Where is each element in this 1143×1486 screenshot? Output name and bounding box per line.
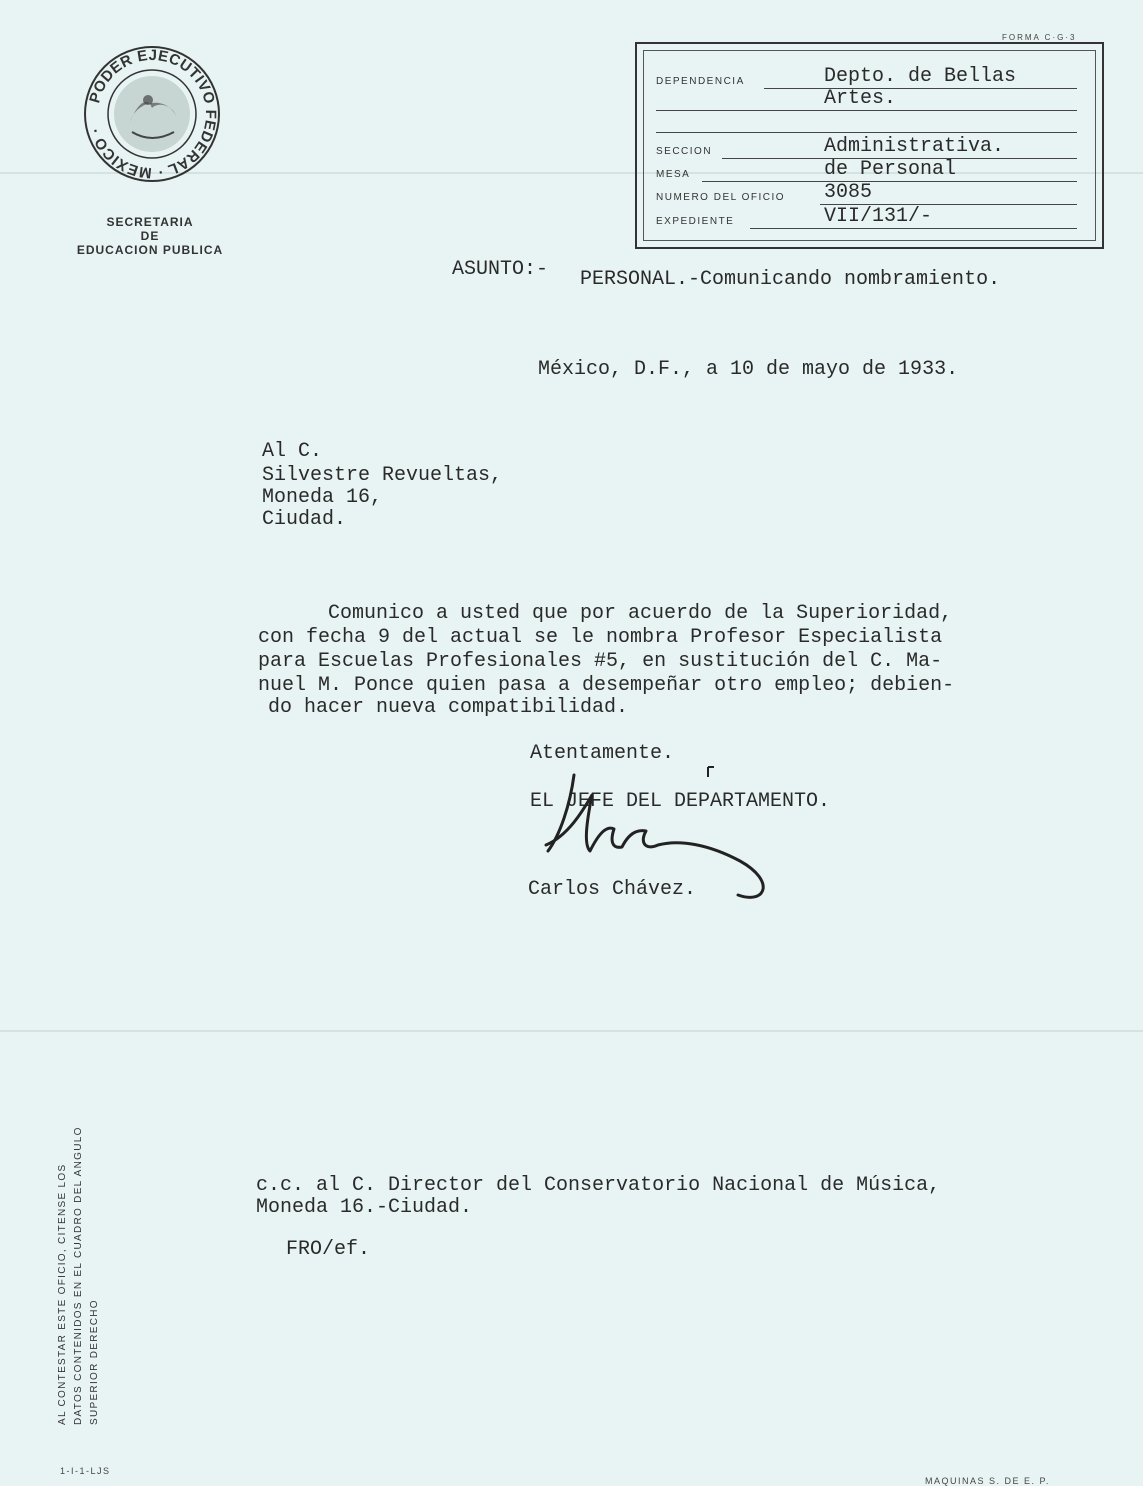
blank-row [656, 111, 1077, 133]
footer-printer-mark: MAQUINAS S. DE E. P. [925, 1476, 1050, 1486]
body-line: para Escuelas Profesionales #5, en sustitución del C. Ma- [258, 650, 943, 673]
margin-note [55, 1085, 103, 1425]
body-line: con fecha 9 del actual se le nombra Profesor Especialista [258, 626, 943, 649]
seccion-label: SECCION [656, 146, 713, 157]
cc-line: c.c. al C. Director del Conservatorio Nacional de Música, [256, 1174, 941, 1197]
recipient-line: Ciudad. [262, 508, 347, 531]
organization-name [60, 214, 240, 258]
fold-crease [0, 1030, 1143, 1032]
dependencia-label: DEPENDENCIA [656, 76, 745, 87]
recipient-line: Al C. [262, 440, 323, 463]
org-line: EDUCACION PUBLICA [76, 243, 224, 257]
expediente-row [656, 207, 1077, 229]
initials: FRO/ef. [286, 1238, 371, 1261]
body-line: nuel M. Ponce quien pasa a desempeñar otro empleo; debien- [258, 674, 955, 697]
mesa-value: de Personal [824, 158, 957, 181]
closing-title: EL JEFE DEL DEPARTAMENTO. [530, 790, 831, 813]
oficio-label: NUMERO DEL OFICIO [656, 192, 786, 203]
reference-box-inner [643, 50, 1096, 241]
closing-salutation: Atentamente. [530, 742, 675, 765]
recipient-line: Silvestre Revueltas, [262, 464, 503, 487]
date-line: México, D.F., a 10 de mayo de 1933. [538, 358, 959, 381]
seccion-value: Administrativa. [824, 135, 1005, 158]
seccion-row [656, 137, 1077, 159]
dependencia-value-2: Artes. [824, 87, 897, 110]
recipient-line: Moneda 16, [262, 486, 383, 509]
footer-code-left: 1-I-1-LJS [60, 1466, 111, 1476]
org-line: SECRETARIA [106, 215, 194, 229]
dependencia-row [656, 67, 1077, 89]
margin-note-line: DATOS CONTENIDOS EN EL CUADRO DEL ANGULO [73, 1126, 84, 1425]
oficio-row [656, 183, 1077, 205]
mesa-row [656, 160, 1077, 182]
expediente-value: VII/131/- [824, 205, 933, 228]
expediente-label: EXPEDIENTE [656, 216, 735, 227]
oficio-value: 3085 [824, 181, 873, 204]
body-line: Comunico a usted que por acuerdo de la Superioridad, [328, 602, 953, 625]
form-code: FORMA C·G·3 [1002, 33, 1077, 42]
mesa-label: MESA [656, 169, 691, 180]
reference-box [635, 42, 1104, 249]
dependencia-row-2 [656, 89, 1077, 111]
margin-note-line: AL CONTESTAR ESTE OFICIO, CITENSE LOS [57, 1163, 68, 1425]
subject-text: PERSONAL.-Comunicando nombramiento. [580, 268, 1001, 291]
margin-note-line: SUPERIOR DERECHO [89, 1299, 100, 1425]
signatory-name: Carlos Chávez. [528, 878, 697, 901]
org-line: DE [140, 229, 160, 243]
seal-text: PODER EJECUTIVO FEDERAL · MEXICO · [86, 46, 220, 182]
dependencia-value: Depto. de Bellas [824, 65, 1017, 88]
cc-line: Moneda 16.-Ciudad. [256, 1196, 473, 1219]
federal-seal-icon [82, 44, 222, 184]
subject-label: ASUNTO:- [452, 258, 549, 281]
body-line: do hacer nueva compatibilidad. [268, 696, 629, 719]
